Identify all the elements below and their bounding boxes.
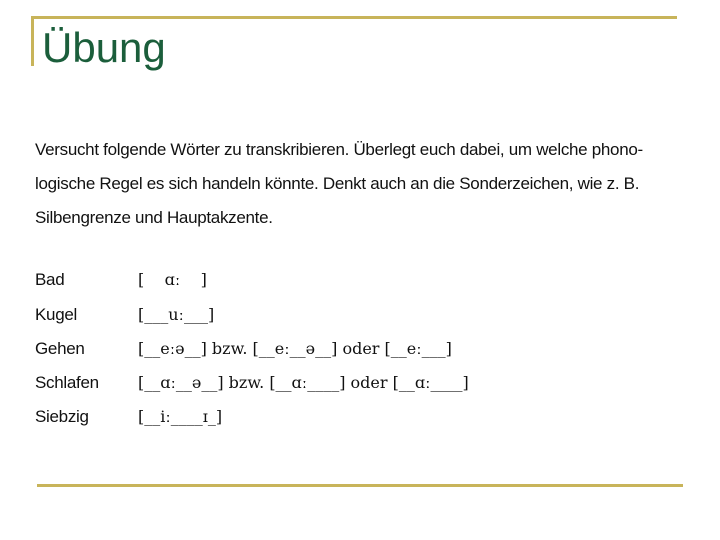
- instructions-line: logische Regel es sich handeln könnte. Denkt auch an die Sonderzeichen, wie z. B.: [35, 174, 640, 193]
- instructions-line: Versucht folgende Wörter zu transkribieren. Überlegt euch dabei, um welche phono-: [35, 140, 643, 159]
- exercise-transcription: [__eːə__] bzw. [__eː__ə__] oder [__eː___]: [138, 339, 452, 358]
- exercise-transcription: [___uː___]: [138, 305, 215, 324]
- exercise-word: Siebzig: [35, 407, 89, 426]
- slide-title: Übung: [42, 24, 166, 71]
- exercise-word: Bad: [35, 270, 65, 289]
- exercise-word: Schlafen: [35, 373, 99, 392]
- frame-bottom-rule: [37, 484, 683, 487]
- frame-left-rule: [31, 16, 34, 66]
- exercise-transcription: [__ɑː__ə__] bzw. [__ɑː____] oder [__ɑː____]: [138, 373, 469, 392]
- exercise-word: Gehen: [35, 339, 85, 358]
- frame-top-rule: [31, 16, 677, 19]
- exercise-word: Kugel: [35, 305, 77, 324]
- instructions-line: Silbengrenze und Hauptakzente.: [35, 208, 273, 227]
- instructions-text: [35, 133, 710, 235]
- exercise-transcription: [__iː____ɪ_]: [138, 407, 223, 426]
- exercise-transcription: [ ɑː ]: [138, 270, 207, 289]
